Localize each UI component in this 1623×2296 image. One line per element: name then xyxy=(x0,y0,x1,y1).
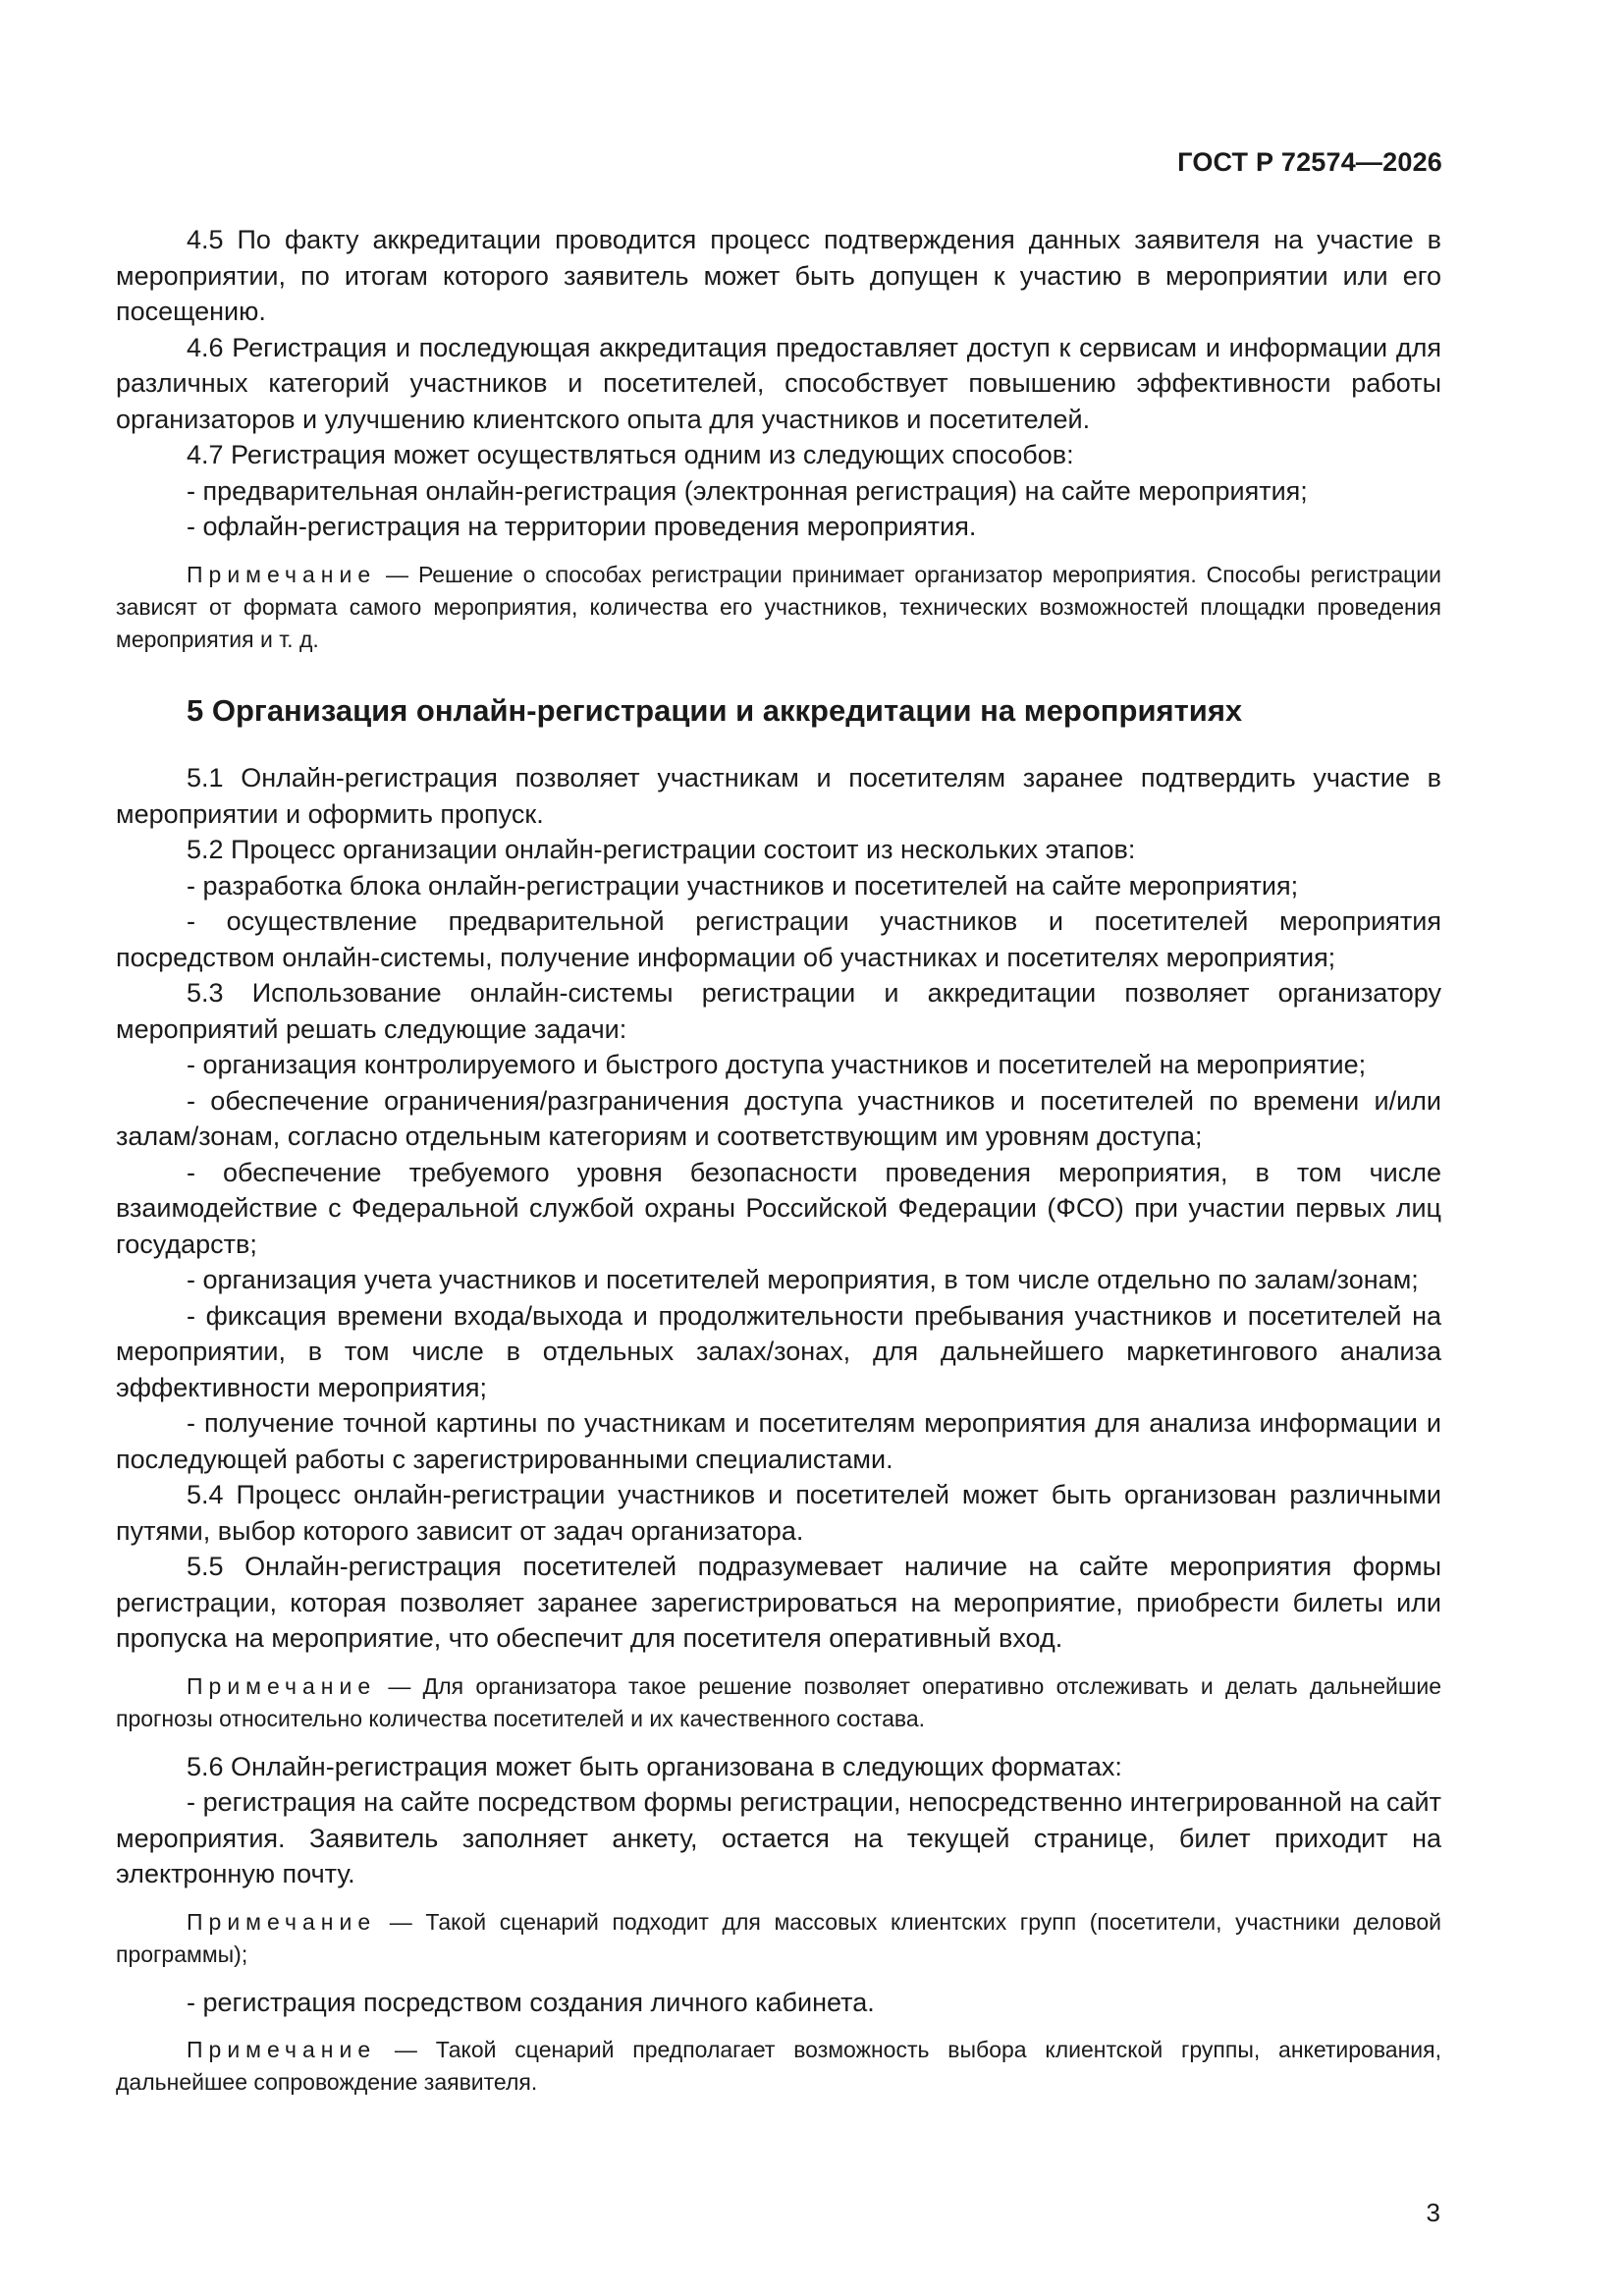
note-text: — Решение о способах регистрации принимает организатор мероприятия. Способы регистрации зависят от формата самого мероприятия, количества его участников, технических возможностей площадки проведения мероприятия и т. д. xyxy=(116,561,1441,652)
paragraph-5-4: 5.4 Процесс онлайн-регистрации участников и посетителей может быть организован различными путями, выбор которого зависит от задач организатора. xyxy=(116,1480,1441,1546)
note-text: — Такой сценарий предполагает возможность выбора клиентской группы, анкетирования, дальнейшее сопровождение заявителя. xyxy=(116,2037,1441,2095)
list-item-5-3-1: - организация контролируемого и быстрого доступа участников и посетителей на мероприятие; xyxy=(187,1050,1367,1079)
note-label: Примечание xyxy=(187,1672,377,1699)
list-item-4-7-2: - офлайн-регистрация на территории проведения мероприятия. xyxy=(187,512,977,541)
list-item-5-3-3: - обеспечение требуемого уровня безопасности проведения мероприятия, в том числе взаимодействие с Федеральной службой охраны Российской Федерации (ФСО) при участии первых лиц государств; xyxy=(116,1157,1441,1259)
list-item-5-3-2: - обеспечение ограничения/разграничения доступа участников и посетителей по времени и/или залам/зонам, согласно отдельным категориям и соответствующим им уровням доступа; xyxy=(116,1085,1441,1151)
paragraph-4-6: 4.6 Регистрация и последующая аккредитация предоставляет доступ к сервисам и информации для различных категорий участников и посетителей, способствует повышению эффективности работы организаторов и улучшению клиентского опыта для участников и посетителей. xyxy=(116,332,1441,434)
note-5-5 xyxy=(116,1670,1441,1735)
paragraph-5-3: 5.3 Использование онлайн-системы регистрации и аккредитации позволяет организатору мероприятий решать следующие задачи: xyxy=(116,978,1441,1044)
paragraph-4-7: 4.7 Регистрация может осуществляться одним из следующих способов: xyxy=(187,440,1074,469)
list-item-5-2-2: - осуществление предварительной регистрации участников и посетителей мероприятия посредством онлайн-системы, получение информации об участниках и посетителях мероприятия; xyxy=(116,906,1441,972)
note-label: Примечание xyxy=(187,561,377,587)
paragraph-5-1: 5.1 Онлайн-регистрация позволяет участникам и посетителям заранее подтвердить участие в мероприятии и оформить пропуск. xyxy=(116,763,1441,829)
list-item-5-3-4: - организация учета участников и посетителей мероприятия, в том числе отдельно по залам/зонам; xyxy=(187,1265,1419,1294)
paragraph-5-6: 5.6 Онлайн-регистрация может быть организована в следующих форматах: xyxy=(187,1751,1122,1781)
list-item-5-6-2: - регистрация посредством создания личного кабинета. xyxy=(187,1987,875,2017)
note-text: — Такой сценарий подходит для массовых клиентских групп (посетители, участники деловой программы); xyxy=(116,1908,1441,1967)
note-text: — Для организатора такое решение позволяет оперативно отслеживать и делать дальнейшие прогнозы относительно количества посетителей и их качественного состава. xyxy=(116,1672,1441,1731)
section-5-title: 5 Организация онлайн-регистрации и аккредитации на мероприятиях xyxy=(187,692,1243,728)
paragraph-5-5: 5.5 Онлайн-регистрация посетителей подразумевает наличие на сайте мероприятия формы регистрации, которая позволяет заранее зарегистрироваться на мероприятие, приобрести билеты или пропуска на мероприятие, что обеспечит для посетителя оперативный вход. xyxy=(116,1552,1441,1653)
document-code-header: ГОСТ Р 72574—2026 xyxy=(1177,147,1442,177)
list-item-5-2-1: - разработка блока онлайн-регистрации участников и посетителей на сайте мероприятия; xyxy=(187,870,1299,901)
note-4-7 xyxy=(116,559,1441,656)
list-item-5-6-1: - регистрация на сайте посредством формы регистрации, непосредственно интегрированной на сайт мероприятия. Заявитель заполняет анкету, остается на текущей странице, билет приходит на электронную почту. xyxy=(116,1787,1441,1888)
document-body xyxy=(116,222,1441,2112)
note-label: Примечание xyxy=(187,1908,377,1935)
note-5-6-a xyxy=(116,1906,1441,1971)
list-item-5-3-5: - фиксация времени входа/выхода и продолжительности пребывания участников и посетителей на мероприятии, в том числе в отдельных залах/зонах, для дальнейшего маркетингового анализа эффективности мероприятия; xyxy=(116,1300,1441,1402)
list-item-5-3-6: - получение точной картины по участникам и посетителям мероприятия для анализа информации и последующей работы с зарегистрированными специалистами. xyxy=(116,1408,1441,1474)
note-label: Примечание xyxy=(187,2037,377,2062)
note-5-6-b xyxy=(116,2034,1441,2099)
list-item-4-7-1: - предварительная онлайн-регистрация (электронная регистрация) на сайте мероприятия; xyxy=(187,475,1308,506)
page-number: 3 xyxy=(1426,2198,1440,2227)
paragraph-4-5: 4.5 По факту аккредитации проводится процесс подтверждения данных заявителя на участие в мероприятии, по итогам которого заявитель может быть допущен к участию в мероприятии или его посещению. xyxy=(116,225,1441,326)
paragraph-5-2: 5.2 Процесс организации онлайн-регистрации состоит из нескольких этапов: xyxy=(187,835,1136,864)
